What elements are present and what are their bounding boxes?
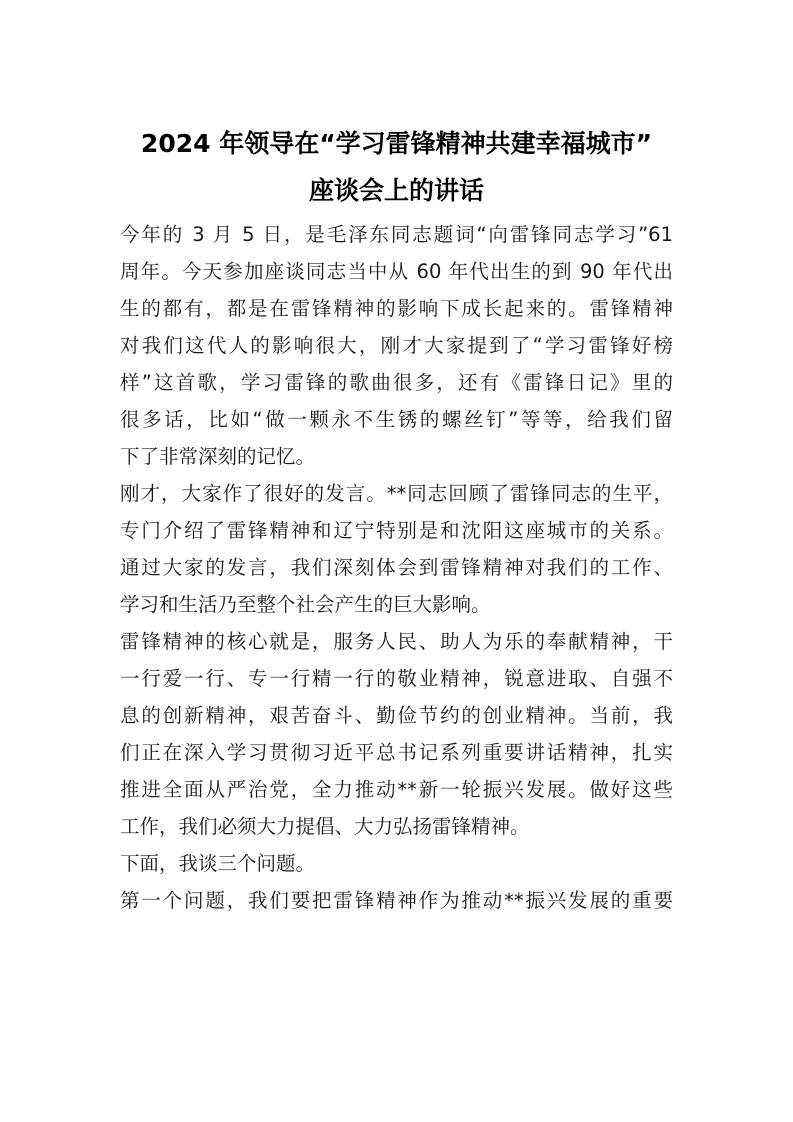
body-line: 专门介绍了雷锋精神和辽宁特别是和沈阳这座城市的关系。	[120, 519, 673, 542]
body-line: 雷锋精神的核心就是，服务人民、助人为乐的奉献精神，干	[120, 630, 673, 653]
body-line: 周年。今天参加座谈同志当中从 60 年代出生的到 90 年代出	[120, 260, 673, 283]
body-line: 息的创新精神，艰苦奋斗、勤俭节约的创业精神。当前，我	[120, 704, 673, 727]
body-line: 工作，我们必须大力提倡、大力弘扬雷锋精神。	[120, 815, 530, 838]
body-line: 们正在深入学习贯彻习近平总书记系列重要讲话精神，扎实	[120, 741, 673, 764]
body-line: 一行爱一行、专一行精一行的敬业精神，锐意进取、自强不	[120, 667, 673, 690]
body-line: 刚才，大家作了很好的发言。**同志回顾了雷锋同志的生平，	[120, 482, 673, 505]
body-line: 样”这首歌，学习雷锋的歌曲很多，还有《雷锋日记》里的	[120, 371, 673, 394]
body-line: 推进全面从严治党，全力推动**新一轮振兴发展。做好这些	[120, 778, 673, 801]
document-title-line-2: 座谈会上的讲话	[308, 176, 484, 205]
document-title-line-1: 2024 年领导在“学习雷锋精神共建幸福城市”	[140, 129, 653, 158]
body-line: 下面，我谈三个问题。	[120, 852, 316, 875]
body-line: 第一个问题，我们要把雷锋精神作为推动**振兴发展的重要	[120, 889, 673, 912]
body-line: 对我们这代人的影响很大，刚才大家提到了“学习雷锋好榜	[120, 334, 673, 357]
body-line: 今年的 3 月 5 日，是毛泽东同志题词“向雷锋同志学习”61	[120, 223, 673, 246]
body-line: 很多话，比如“做一颗永不生锈的螺丝钉”等等，给我们留	[120, 408, 673, 431]
body-line: 下了非常深刻的记忆。	[120, 445, 316, 468]
body-line: 通过大家的发言，我们深刻体会到雷锋精神对我们的工作、	[120, 556, 673, 579]
body-line: 生的都有，都是在雷锋精神的影响下成长起来的。雷锋精神	[120, 297, 673, 320]
body-line: 学习和生活乃至整个社会产生的巨大影响。	[120, 593, 491, 616]
